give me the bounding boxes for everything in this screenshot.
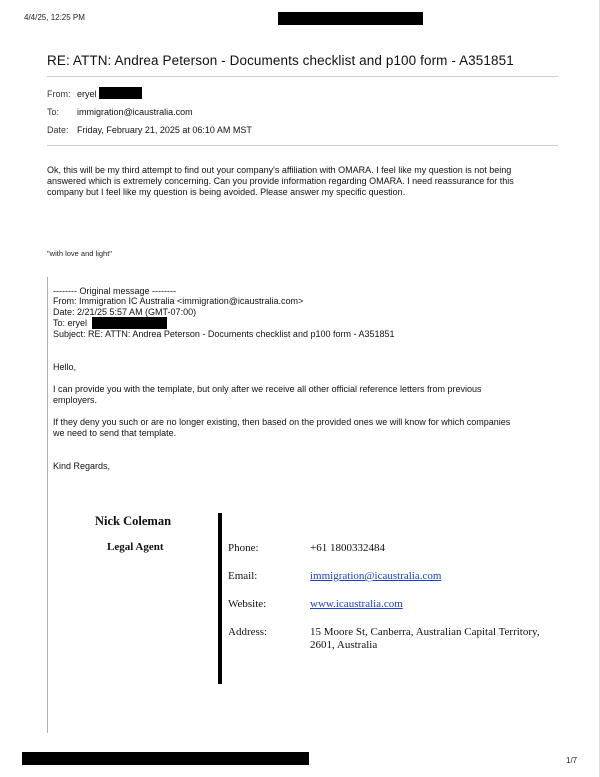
original-greeting: Hello, — [53, 362, 77, 372]
body-line: If they deny you such or are no longer existing, then based on the provided ones we will know for which companies — [53, 417, 511, 427]
original-closing: Kind Regards, — [53, 461, 111, 471]
to-value: immigration@icaustralia.com — [77, 107, 193, 117]
original-subject: Subject: RE: ATTN: Andrea Peterson - Documents checklist and p100 form - A351851 — [53, 329, 395, 339]
address-line: 15 Moore St, Canberra, Australian Capital Territory, — [310, 626, 540, 638]
sign-off: "with love and light" — [47, 249, 112, 258]
date-label: Date: — [47, 125, 69, 135]
redacted-block — [92, 317, 167, 329]
redacted-block — [22, 752, 309, 765]
email-body — [47, 165, 567, 198]
body-line: employers. — [53, 395, 98, 405]
email-link[interactable]: immigration@icaustralia.com — [310, 570, 442, 582]
signature-name: Nick Coleman — [95, 514, 172, 528]
email-subject: RE: ATTN: Andrea Peterson - Documents checklist and p100 form - A351851 — [47, 53, 514, 68]
address-value — [310, 626, 580, 652]
address-line: 2601, Australia — [310, 639, 378, 651]
body-line: we need to send that template. — [53, 428, 177, 438]
to-label: To: — [47, 107, 60, 117]
phone-value: +61 1800332484 — [310, 542, 385, 554]
original-paragraph — [53, 384, 573, 406]
body-line: answered which is extremely concerning. Can you provide information regarding OMARA. I need reassurance for this — [47, 176, 514, 186]
quote-bar — [47, 277, 48, 733]
body-line: I can provide you with the template, but only after we receive all other official reference letters from previous — [53, 384, 482, 394]
original-from: From: Immigration IC Australia <immigration@icaustralia.com> — [53, 296, 304, 306]
address-label: Address: — [228, 626, 268, 638]
original-header: -------- Original message -------- — [53, 286, 176, 296]
website-link[interactable]: www.icaustralia.com — [310, 598, 403, 610]
print-timestamp: 4/4/25, 12:25 PM — [24, 13, 85, 22]
date-value: Friday, February 21, 2025 at 06:10 AM MST — [77, 125, 252, 135]
body-line: company but I feel like my question is being avoided. Please answer my specific question. — [47, 187, 406, 197]
email-label: Email: — [228, 570, 258, 582]
website-label: Website: — [228, 598, 267, 610]
from-label: From: — [47, 89, 71, 99]
signature-title: Legal Agent — [107, 541, 164, 553]
original-to: To: eryel — [53, 318, 88, 328]
phone-label: Phone: — [228, 542, 259, 554]
divider — [47, 76, 558, 77]
redacted-block — [278, 12, 423, 25]
redacted-block — [99, 87, 142, 99]
original-paragraph — [53, 417, 573, 439]
divider — [47, 145, 558, 146]
page-number: 1/7 — [566, 756, 578, 765]
original-date: Date: 2/21/25 5:57 AM (GMT-07:00) — [53, 307, 197, 317]
from-value: eryel — [77, 89, 97, 99]
signature-divider — [218, 513, 222, 684]
body-line: Ok, this will be my third attempt to find out your company's affiliation with OMARA. I feel like my question is not being — [47, 165, 512, 175]
